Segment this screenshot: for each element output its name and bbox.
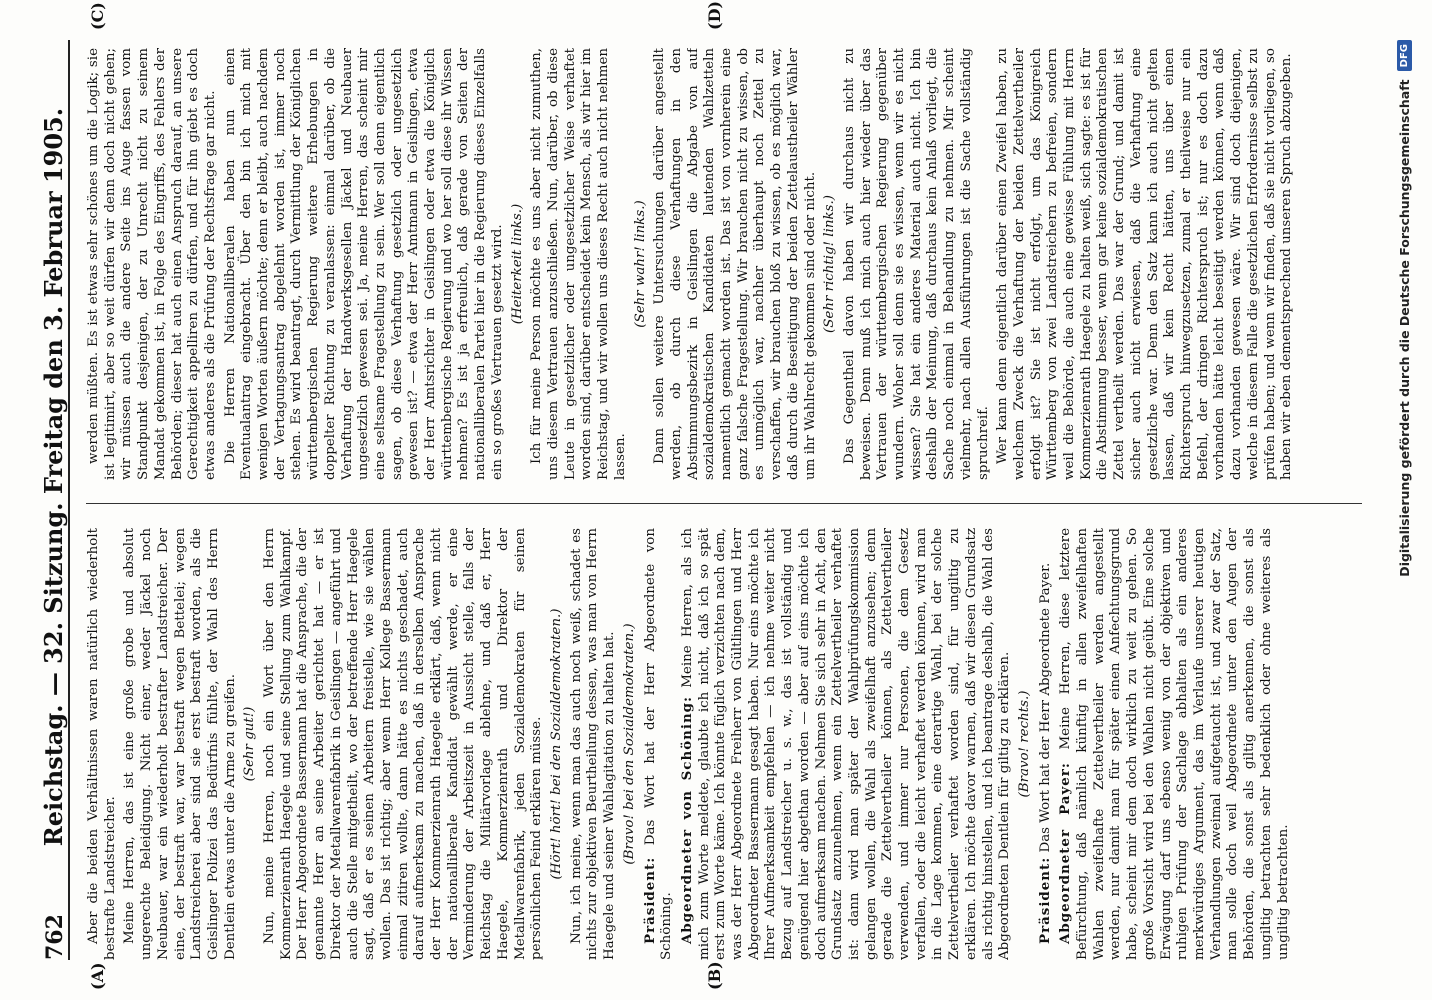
body-paragraph: Nun, ich meine, wenn man das auch noch weiß, schadet es nichts zur objektiven Beurtheilung dessen, was man von Herrn Haegele und seiner Wahlagitation zu halten hat. bbox=[568, 528, 618, 960]
speaker-name: Präsident: bbox=[641, 856, 658, 944]
body-paragraph: Das Gegentheil davon haben wir durchaus nicht zu beweisen. Denn muß ich mich auch hier wieder über das Vertrauen der württembergischen Regierung gegenüber wundern. Woher soll denn sie es wissen, wenn wir es nicht wissen? Sie hat ein anderes Material auch nicht. Ich bin deshalb der Meinung, daß durchaus kein Anlaß vorliegt, die Sache noch einmal in Behandlung zu nehmen. Mir scheint vielmehr, nach allen Ausführungen ist die Sache vollständig spruchreif. bbox=[841, 48, 991, 480]
body-paragraph: Wer kann denn eigentlich darüber einen Zweifel haben, zu welchem Zweck die Verhaftung der beiden Zettelvertheiler erfolgt ist? Sie ist nicht erfolgt, um das Königreich Württemberg von zwei Landstreichern zu befreien, sondern weil die Behörde, die auch eine gewisse Fühlung mit Herrn Kommerzienrath Haegele zu halten weiß, sich sagte: es ist für die Abstimmung besser, wenn gar keine sozialdemokratischen Zettel vertheilt werden. Das war der Grund; und damit ist sicher auch nicht erwiesen, daß die Verhaftung eine gesetzliche war. Denn den Satz kann ich auch nicht gelten lassen, daß wir kein Recht hätten, uns über einen Richterspruch hinwegzusetzen, zumal er theilweise nur ein Befehl, der dringen Richterspruch ist; nur es doch dazu vorhanden hätte leicht beseitigt werden können, wenn daß dazu vorhanden gewesen wäre. Wir sind doch diejenigen, welche in diesem Falle die gesetzlichen Erfordernisse selbst zu prüfen haben; und wenn wir finden, daß sie nicht vorliegen, so haben wir eben dementsprechend unseren Spruch abzugeben. bbox=[995, 48, 1295, 480]
speaker-name: Abgeordneter von Schöning: bbox=[678, 696, 695, 944]
body-paragraph: Die Herren Nationalliberalen haben nun einen Eventualantrag eingebracht. Über den bin ich mich mit wenigen Worten äußern möchte; denn er bleibt, auch nachdem der Vertagungsantrag abgelehnt worden ist, immer noch stehen. Es wird beantragt, durch Vermittlung der Königlichen württembergischen Regierung weitere Erhebungen in doppelter Richtung zu veranlassen: einmal darüber, ob die Verhaftung der Handwerksgesellen Jäckel und Neubauer ungesetzlich gewesen sei. Ja, meine Herren, das scheint mir eine seltsame Fragestellung zu sein. Wer soll denn eigentlich sagen, ob diese Verhaftung gesetzlich oder ungesetzlich gewesen ist? — etwa der Herr Amtmann in Geislingen, etwa der Herr Amtsrichter in Geislingen oder etwa die Königlich württembergische Regierung und wo her soll diese ihr Wissen nehmen? Es ist ja erfreulich, daß gerade von Seiten der nationalliberalen Partei hier in die Regierung dieses Einzelfalls ein so großes Vertrauen gesetzt wird. bbox=[222, 48, 505, 480]
column-divider bbox=[86, 503, 1362, 504]
margin-marker-b: (B) bbox=[705, 961, 724, 990]
body-paragraph: Aber die beiden Verhältnissen waren natürlich wiederholt bestrafte Landstreicher. bbox=[86, 528, 118, 960]
speaker-name: Präsident: bbox=[1036, 856, 1053, 944]
body-paragraph: Dann sollen weitere Untersuchungen darüber angestellt werden, ob durch diese Verhaftungen in den Abstimmungsbezirk in Geislingen die Abgabe von auf sozialdemokratischen Kandidaten lautenden Wahlzetteln namentlich gemacht worden ist. Das ist von vornherein eine ganz falsche Fragestellung. Wir brauchen nicht zu wissen, ob es unmöglich war, nachher überhaupt noch Zettel zu verschaffen, wir brauchen bloß zu wissen, ob es möglich war, daß durch die Beseitigung der beiden Zettelaustheiler Wähler um ihr Wahlrecht gekommen sind oder nicht. bbox=[652, 48, 818, 480]
margin-marker-c: (C) bbox=[88, 2, 107, 30]
interjection: (Hört! hört! bei den Sozialdemokraten.) bbox=[548, 608, 564, 880]
margin-marker-d: (D) bbox=[705, 0, 724, 30]
speaker-text: Meine Herren, als ich mich zum Worte meldete, glaubte ich nicht, daß ich so spät erst zum Worte käme. Ich könnte füglich verzichten nach dem, was der Herr Abgeordnete Freiherr von Gültlingen und Herr Abgeordneter Bassermann gesagt haben. Nur eins möchte ich Ihrer Aufmerksamkeit empfehlen — ich nehme weiter nicht Bezug auf Landstreicher u. s. w., das ist vollständig und genügend hier abgethan worden — aber auf eins möchte ich doch aufmerksam machen. Nehmen Sie sich sehr in Acht, den Grundsatz anzunehmen, wenn ein Zettelvertheiler verhaftet ist: dann wird man später der Wahlprüfungskommission gelangen wollen, die Wahl als zweifelhaft anzusehen; denn gerade die Zettelvertheiler können, als Zettelvertheiler verwenden, und immer nur Personen, die dem Gesetz verfallen, oder die leicht verhaftet werden können, wird man in die Lage kommen, eine derartige Wahl, bei der solche Zettelvertheiler verhaftet worden sind, für ungiltig zu erklären. Ich möchte davor warnen, daß wir diesen Grundsatz als richtig hinstellen, und ich beantrage deshalb, die Wahl des Abgeordneten Dentlein für giltig zu erklären. bbox=[679, 528, 1013, 960]
body-paragraph: werden müßten. Es ist etwas sehr schönes um die Logik; sie ist legitimirt, aber so weit dürfen wir denn doch nicht gehen; wir müssen auch die andere Seite ins Auge fassen vom Standpunkt desjenigen, der zu Unrecht nicht zu seinem Mandat gekommen ist, in Folge des Eingriffs, des Fehlers der Behörden; dieser hat auch einen Anspruch darauf, an unsere Gerechtigkeit appelliren zu dürfen, und für ihn giebt es doch etwas anderes als die Prüfung der Rechtsfrage gar nicht. bbox=[86, 48, 218, 480]
page-header bbox=[28, 40, 70, 960]
speaker-text: Das Wort hat der Herr Abgeordnete Payer. bbox=[1037, 562, 1053, 853]
speaker-paragraph bbox=[679, 528, 1014, 960]
speaker-text: Meine Herren, diese letztere Befürchtung, daß nämlich künftig in allen zweifelhaften Wahlen zweifelhafte Zettelvertheiler werden angestellt werden, nur damit man für später einen Anfechtungsgrund habe, scheint mir dem doch wirklich zu weit zu gehen. So große Vorsicht wird bei den Wahlen nicht geübt. Eine solche Erwägung darf uns ebenso wenig von der objektiven und ruhigen Prüfung der Sachlage abhalten als ein anderes merkwürdiges Argument, das im Verlaufe unserer heutigen Verhandlungen zweimal aufgetaucht ist, und zwar der Satz, man solle doch weil Abgeordnete unter den Augen der Behörden, die sonst als giltig anerkennen, die sonst als ungiltig betrachten sehr bedenklich oder ohne weiteres als ungiltig betrachten. bbox=[1058, 528, 1291, 960]
interjection: (Sehr gut!) bbox=[242, 706, 258, 782]
page-footer bbox=[1390, 0, 1418, 1000]
speaker-text: Das Wort hat der Herr Abgeordnete von Schöning. bbox=[642, 528, 675, 960]
speaker-paragraph bbox=[642, 528, 676, 960]
interjection: (Sehr richtig! links.) bbox=[822, 195, 838, 333]
footer-credit: Digitalisierung gefördert durch die Deutsche Forschungsgemeinschaft bbox=[1396, 79, 1412, 577]
page-number: 762 bbox=[42, 914, 68, 960]
dfg-logo: DFG bbox=[1397, 40, 1412, 71]
right-column bbox=[86, 48, 1362, 480]
margin-marker-a: (A) bbox=[88, 962, 107, 990]
body-paragraph: Ich für meine Person möchte es uns aber nicht zumuthen, uns diesem Vertrauen anzuschließen. Nun, darüber, ob diese Leute in gesetzlicher oder ungesetzlicher Weise verhaftet worden sind, darüber entscheidet kein Mensch, als wir hier im Reichstag, und wir wollen uns dieses Recht auch nicht nehmen lassen. bbox=[529, 48, 628, 480]
speaker-name: Abgeordneter Payer: bbox=[1057, 762, 1074, 944]
body-paragraph: Meine Herren, das ist eine große grobe und absolut ungerechte Beleidigung. Nicht einer, weder Jäckel noch Neubauer, war ein wiederholt bestrafter Landstreicher. Der eine, der bestraft war, war bestraft wegen Bettelei; wegen Landstreicherei aber sind sie erst bestraft worden, als die Geislinger Polizei das Bedürfnis fühlte, der Wahl des Herrn Dentlein etwas unter die Arme zu greifen. bbox=[122, 528, 238, 960]
interjection: (Sehr wahr! links.) bbox=[632, 200, 648, 328]
left-column bbox=[86, 528, 1362, 960]
interjection: (Heiterkeit links.) bbox=[509, 203, 525, 325]
page-title: Reichstag. — 32. Sitzung. Freitag den 3. Februar 1905. bbox=[39, 107, 68, 847]
speaker-paragraph bbox=[1037, 528, 1055, 960]
interjection: (Bravo! bei den Sozialdemokraten.) bbox=[621, 623, 637, 865]
interjection: (Bravo! rechts.) bbox=[1016, 690, 1032, 798]
body-paragraph: Nun, meine Herren, noch ein Wort über den Herrn Kommerzienrath Haegele und seine Stellung zum Wahlkampf. Der Herr Abgeordnete Bassermann hat die Ansprache, die der genannte Herr an seine Arbeiter gerichtet hat — er ist Direktor der Metallwarenfabrik in Geislingen — angeführt und auch die Stelle mitgetheilt, wo der betreffende Herr Haegele sagt, daß er es seinen Arbeitern freistelle, wie sie wählen wollen. Das ist richtig; aber wenn Herr Kollege Bassermann einmal zitiren wollte, dann hätte es nichts geschadet, auch darauf aufmerksam zu machen, daß in derselben Ansprache der Herr Kommerzienrath Haegele erklärt, daß, wenn nicht der nationalliberale Kandidat gewählt werde, er eine Verminderung der Arbeitszeit in Aussicht stelle, falls der Reichstag die Militärvorlage ablehne, und daß er, Herr Haegele, Kommerzienrath und Direktor der Metallwarenfabrik, jeden Sozialdemokraten für seinen persönlichen Feind erklären müsse. bbox=[262, 528, 545, 960]
speaker-paragraph bbox=[1057, 528, 1292, 960]
